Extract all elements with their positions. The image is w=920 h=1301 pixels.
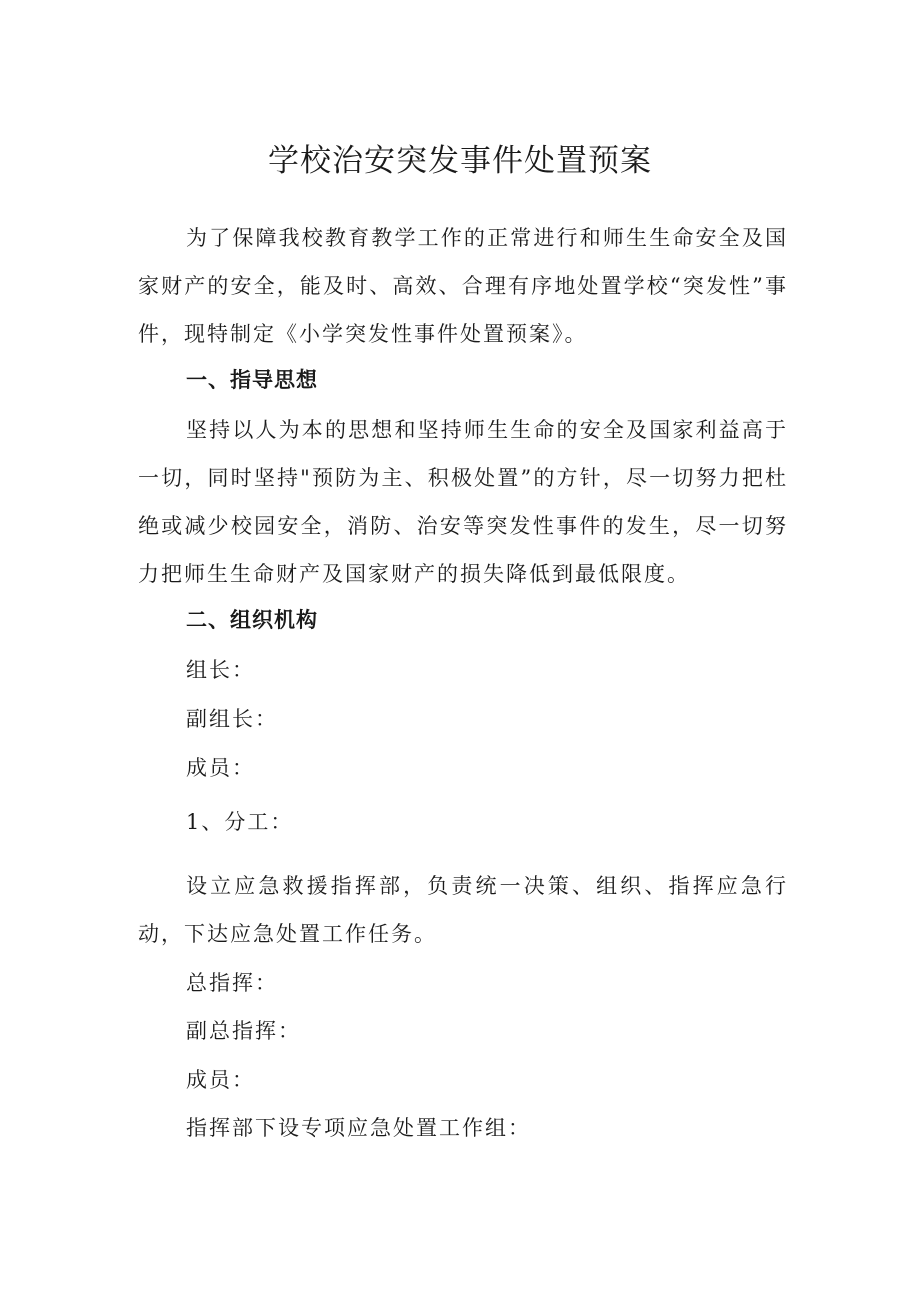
subgroups-intro-line: 指挥部下设专项应急处置工作组： — [186, 1116, 531, 1140]
deputy-leader-line: 副组长： — [186, 707, 278, 731]
members-line: 成员： — [186, 756, 255, 780]
command-members-line: 成员： — [186, 1068, 255, 1092]
section2-heading: 二、组织机构 — [186, 608, 318, 632]
division-paragraph: 设立应急救援指挥部，负责统一决策、组织、指挥应急行动，下达应急处置工作任务。 — [138, 874, 788, 946]
deputy-commander-line: 副总指挥： — [186, 1019, 301, 1043]
division-label: 1、分工： — [186, 810, 294, 834]
document-title: 学校治安突发事件处置预案 — [268, 143, 652, 179]
commander-line: 总指挥： — [186, 971, 278, 995]
leader-line: 组长： — [186, 658, 255, 682]
section1-heading: 一、指导思想 — [186, 368, 318, 392]
intro-paragraph: 为了保障我校教育教学工作的正常进行和师生生命安全及国家财产的安全，能及时、高效、合理有序地处置学校“突发性”事件，现特制定《小学突发性事件处置预案》。 — [138, 226, 788, 346]
section1-paragraph: 坚持以人为本的思想和坚持师生生命的安全及国家利益高于一切，同时坚持"预防为主、积极处置”的方针，尽一切努力把杜绝或减少校园安全，消防、治安等突发性事件的发生，尽一切努力把师生生命财产及国家财产的损失降低到最低限度。 — [138, 418, 788, 586]
